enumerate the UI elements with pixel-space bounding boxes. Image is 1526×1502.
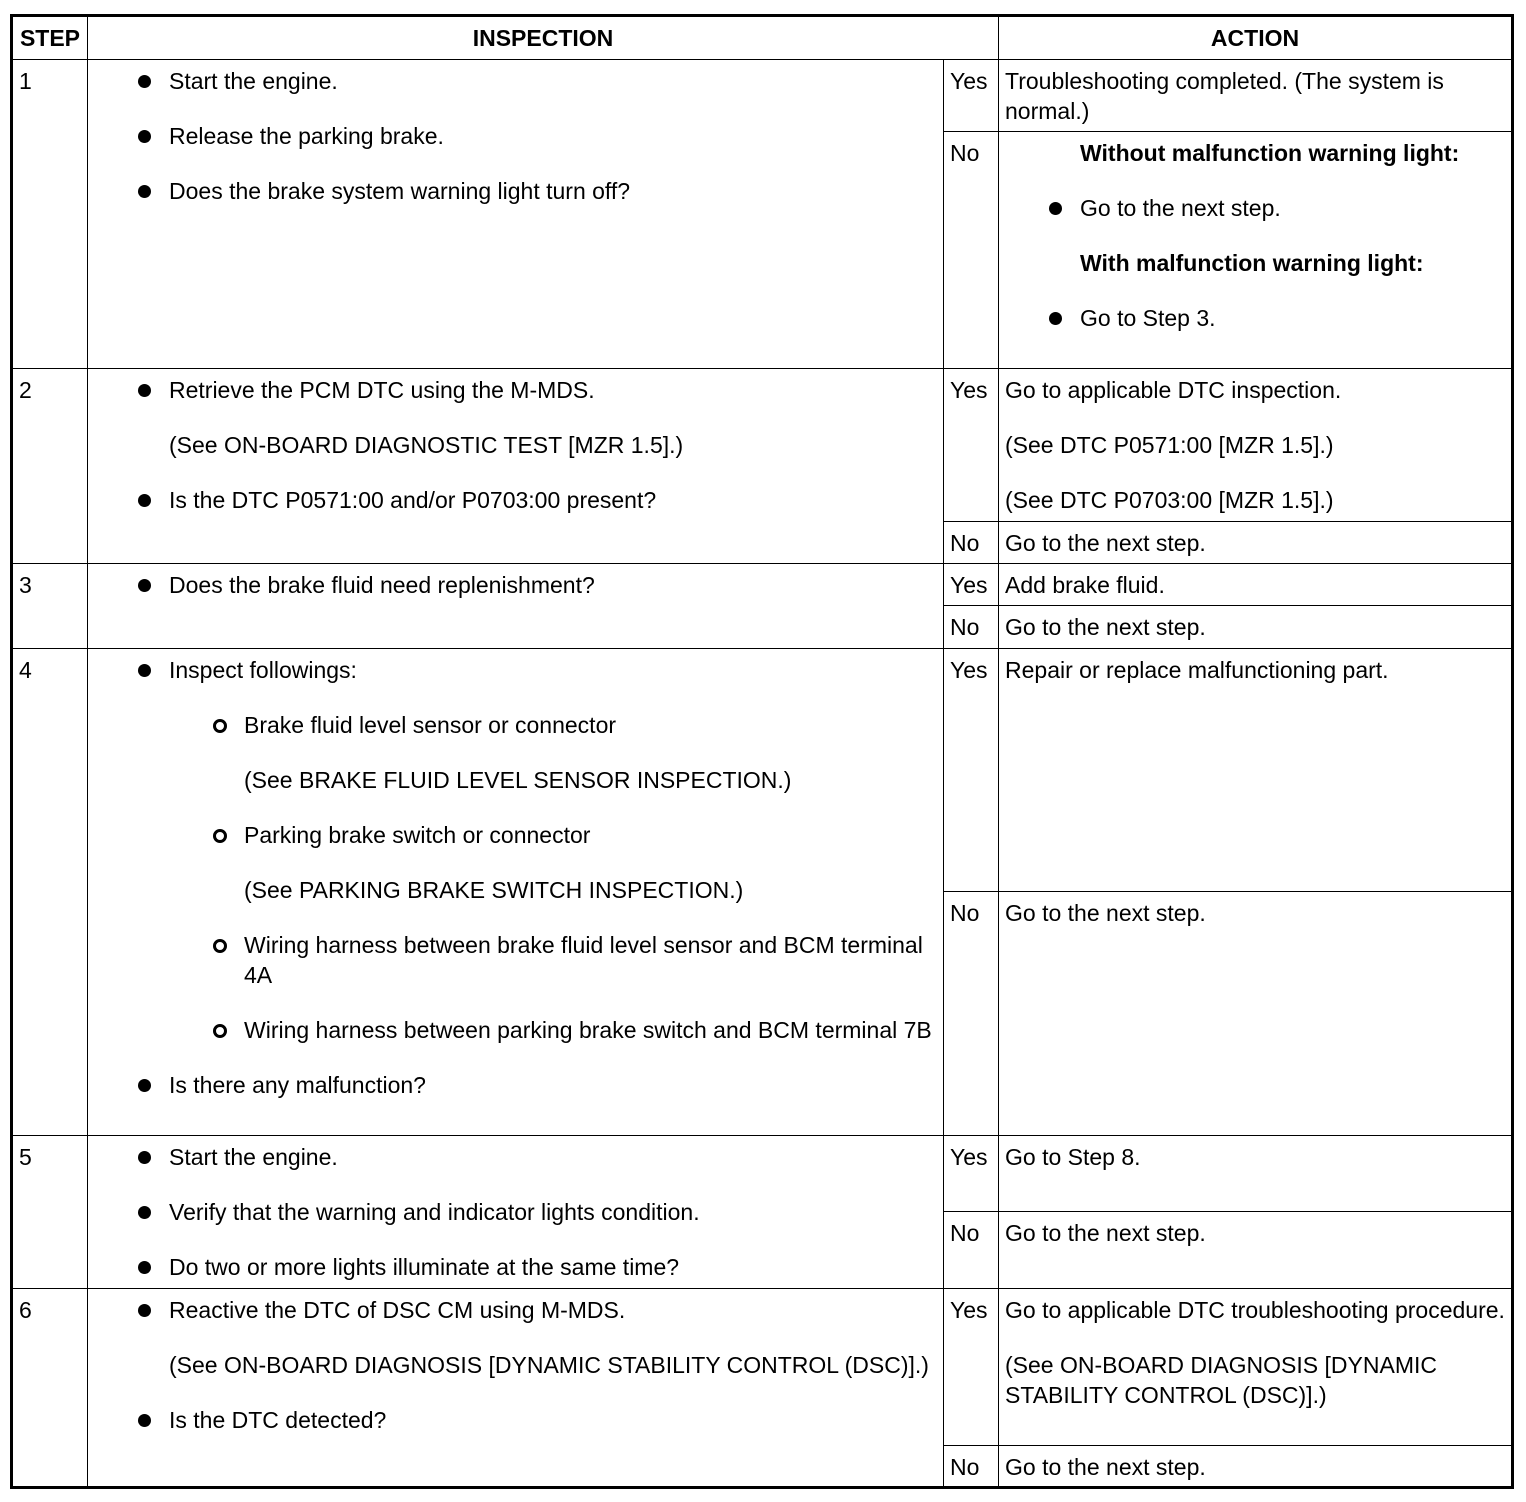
header-action: ACTION [999,16,1513,60]
no-action: Go to the next step. [999,1212,1513,1289]
step-number: 5 [12,1136,88,1289]
yes-label: Yes [944,1289,999,1446]
list-item: Go to Step 3. [1005,303,1505,333]
yes-label: Yes [944,369,999,522]
bullet-icon [138,1304,151,1317]
no-action: Go to the next step. [999,1446,1513,1488]
yes-action: Add brake fluid. [999,564,1513,606]
bullet-icon [138,1261,151,1274]
list-item: Is the DTC detected? [94,1405,937,1435]
table-row [12,1289,1513,1446]
bullet-icon [138,1079,151,1092]
reference-text: (See ON-BOARD DIAGNOSIS [DYNAMIC STABILITY CONTROL (DSC)].) [169,1352,929,1378]
header-step: STEP [12,16,88,60]
list-item: Retrieve the PCM DTC using the M-MDS. [94,375,937,405]
sub-list-item: Parking brake switch or connector [94,820,937,850]
header-inspection: INSPECTION [88,16,999,60]
list-item: Start the engine. [94,66,937,96]
step-number: 1 [12,60,88,369]
list-item: Start the engine. [94,1142,937,1172]
bullet-icon [138,1206,151,1219]
inspection-cell [88,60,944,369]
bullet-icon [138,494,151,507]
inspection-cell [88,564,944,649]
bullet-icon [138,1151,151,1164]
circle-bullet-icon [213,939,227,953]
inspection-cell [88,649,944,1136]
header-row [12,16,1513,60]
diagnostic-table [10,14,1514,1489]
bullet-icon [138,664,151,677]
sub-list-item: Brake fluid level sensor or connector [94,710,937,740]
no-action: Go to the next step. [999,522,1513,564]
list-item: Verify that the warning and indicator lights condition. [94,1197,937,1227]
yes-label: Yes [944,1136,999,1212]
reference-text: (See BRAKE FLUID LEVEL SENSOR INSPECTION.) [244,767,792,793]
bullet-icon [138,185,151,198]
no-label: No [944,1212,999,1289]
bullet-icon [138,579,151,592]
yes-action: Troubleshooting completed. (The system is normal.) [999,60,1513,132]
bullet-icon [1049,312,1062,325]
list-item: Release the parking brake. [94,121,937,151]
list-item: Inspect followings: [94,655,937,685]
list-item: Go to the next step. [1005,193,1505,223]
step-number: 4 [12,649,88,1136]
list-item: Does the brake fluid need replenishment? [94,570,937,600]
list-item: Do two or more lights illuminate at the same time? [94,1252,937,1282]
inspection-cell [88,1136,944,1289]
circle-bullet-icon [213,719,227,733]
sub-list-item: Wiring harness between brake fluid level sensor and BCM terminal 4A [94,930,937,990]
bullet-icon [138,1414,151,1427]
reference-text: (See ON-BOARD DIAGNOSTIC TEST [MZR 1.5].) [169,432,684,458]
bullet-icon [1049,202,1062,215]
yes-label: Yes [944,649,999,892]
no-label: No [944,132,999,369]
action-heading: With malfunction warning light: [1080,250,1424,276]
no-label: No [944,892,999,1136]
table-row [12,649,1513,892]
circle-bullet-icon [213,829,227,843]
action-heading: Without malfunction warning light: [1080,140,1460,166]
bullet-icon [138,130,151,143]
reference-text: (See PARKING BRAKE SWITCH INSPECTION.) [244,877,744,903]
list-item: Is the DTC P0571:00 and/or P0703:00 present? [94,485,937,515]
no-action [999,132,1513,369]
list-item: Does the brake system warning light turn off? [94,176,937,206]
yes-action: Go to applicable DTC troubleshooting procedure. (See ON-BOARD DIAGNOSIS [DYNAMIC STABILITY CONTROL (DSC)].) [999,1289,1513,1446]
step-number: 3 [12,564,88,649]
bullet-icon [138,384,151,397]
step-number: 2 [12,369,88,564]
bullet-icon [138,75,151,88]
circle-bullet-icon [213,1024,227,1038]
table-row [12,369,1513,522]
inspection-cell [88,1289,944,1488]
yes-label: Yes [944,564,999,606]
no-action: Go to the next step. [999,606,1513,649]
no-label: No [944,1446,999,1488]
inspection-cell [88,369,944,564]
table-row [12,564,1513,606]
table-row [12,1136,1513,1212]
yes-action: Go to applicable DTC inspection. (See DTC P0571:00 [MZR 1.5].) (See DTC P0703:00 [MZR 1.5].) [999,369,1513,522]
step-number: 6 [12,1289,88,1488]
no-action: Go to the next step. [999,892,1513,1136]
no-label: No [944,522,999,564]
yes-label: Yes [944,60,999,132]
yes-action: Repair or replace malfunctioning part. [999,649,1513,892]
list-item: Is there any malfunction? [94,1070,937,1100]
sub-list-item: Wiring harness between parking brake switch and BCM terminal 7B [94,1015,937,1045]
no-label: No [944,606,999,649]
list-item: Reactive the DTC of DSC CM using M-MDS. [94,1295,937,1325]
yes-action: Go to Step 8. [999,1136,1513,1212]
table-row [12,60,1513,132]
